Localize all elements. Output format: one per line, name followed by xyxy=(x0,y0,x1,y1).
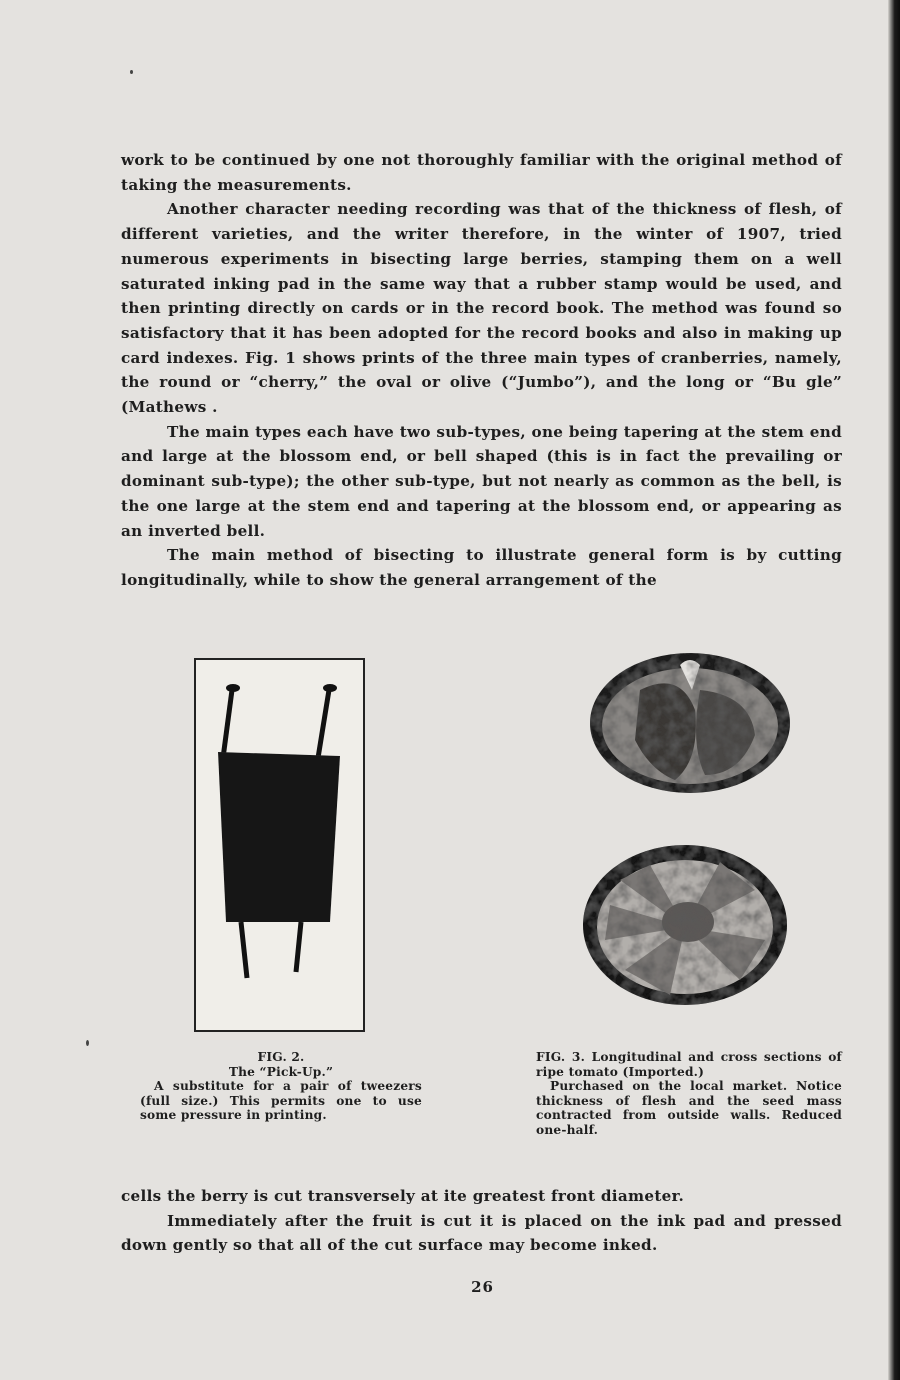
paragraph: Another character needing recording was that of the thickness of flesh, of different varieties, and the writer therefore, in the winter of 1907, tried numerous experiments in bisecting large berries, stamping them on a well saturated inking pad in the same way that a rubber stamp would be used, and then printing directly on cards or in the record book. The method was found so satisfactory that it has been adopted for the record books and also in making up card indexes. Fig. 1 shows prints of the three main types of cranberries, namely, the round or “cherry,” the oval or olive (“Jumbo”), and the long or “Bu gle” (Mathews . xyxy=(121,200,842,417)
figure-3-text: Purchased on the local market. Notice thickness of flesh and the seed mass contracted from outside walls. Reduced one-half. xyxy=(536,1079,842,1137)
paragraph: Immediately after the fruit is cut it is placed on the ink pad and pressed down gently so that all of the cut surface may become inked. xyxy=(121,1211,842,1255)
paragraph: The main method of bisecting to illustrate general form is by cutting longitudinally, while to show the general arrangement of the xyxy=(121,546,842,589)
body-text-top xyxy=(121,148,842,593)
paragraph: The main types each have two sub-types, one being tapering at the stem end and large at the blossom end, or bell shaped (this is in fact the prevailing or dominant sub-type); the other sub-type, but not nearly as common as the bell, is the one large at the stem end and tapering at the blossom end, or appearing as an inverted bell. xyxy=(121,422,842,540)
figure-2-pickup-image xyxy=(194,658,365,1032)
figure-2-text: A substitute for a pair of tweezers (full size.) This permits one to use some pressure in printing. xyxy=(140,1079,422,1122)
figure-3-tomato-sections-image xyxy=(580,650,790,1010)
figure-3-label-title: FIG. 3. Longitudinal and cross sections of ripe tomato (Imported.) xyxy=(536,1050,842,1079)
body-text-bottom xyxy=(121,1184,842,1258)
page-number: 26 xyxy=(471,1278,494,1296)
pickup-tool-illustration xyxy=(196,660,363,1030)
paragraph: work to be continued by one not thoroughly familiar with the original method of taking the measurements. xyxy=(121,151,842,194)
figure-2-title: The “Pick-Up.” xyxy=(228,1064,334,1079)
page-binding-edge xyxy=(888,0,900,1380)
paper-speck xyxy=(130,70,133,74)
figure-3-caption xyxy=(536,1050,842,1137)
paragraph: cells the berry is cut transversely at ite greatest front diameter. xyxy=(121,1187,685,1205)
paper-speck xyxy=(86,1040,89,1046)
figure-2-caption xyxy=(140,1050,422,1123)
tomato-sections-illustration xyxy=(580,650,790,1010)
figure-2-label: FIG. 2. xyxy=(257,1050,305,1064)
